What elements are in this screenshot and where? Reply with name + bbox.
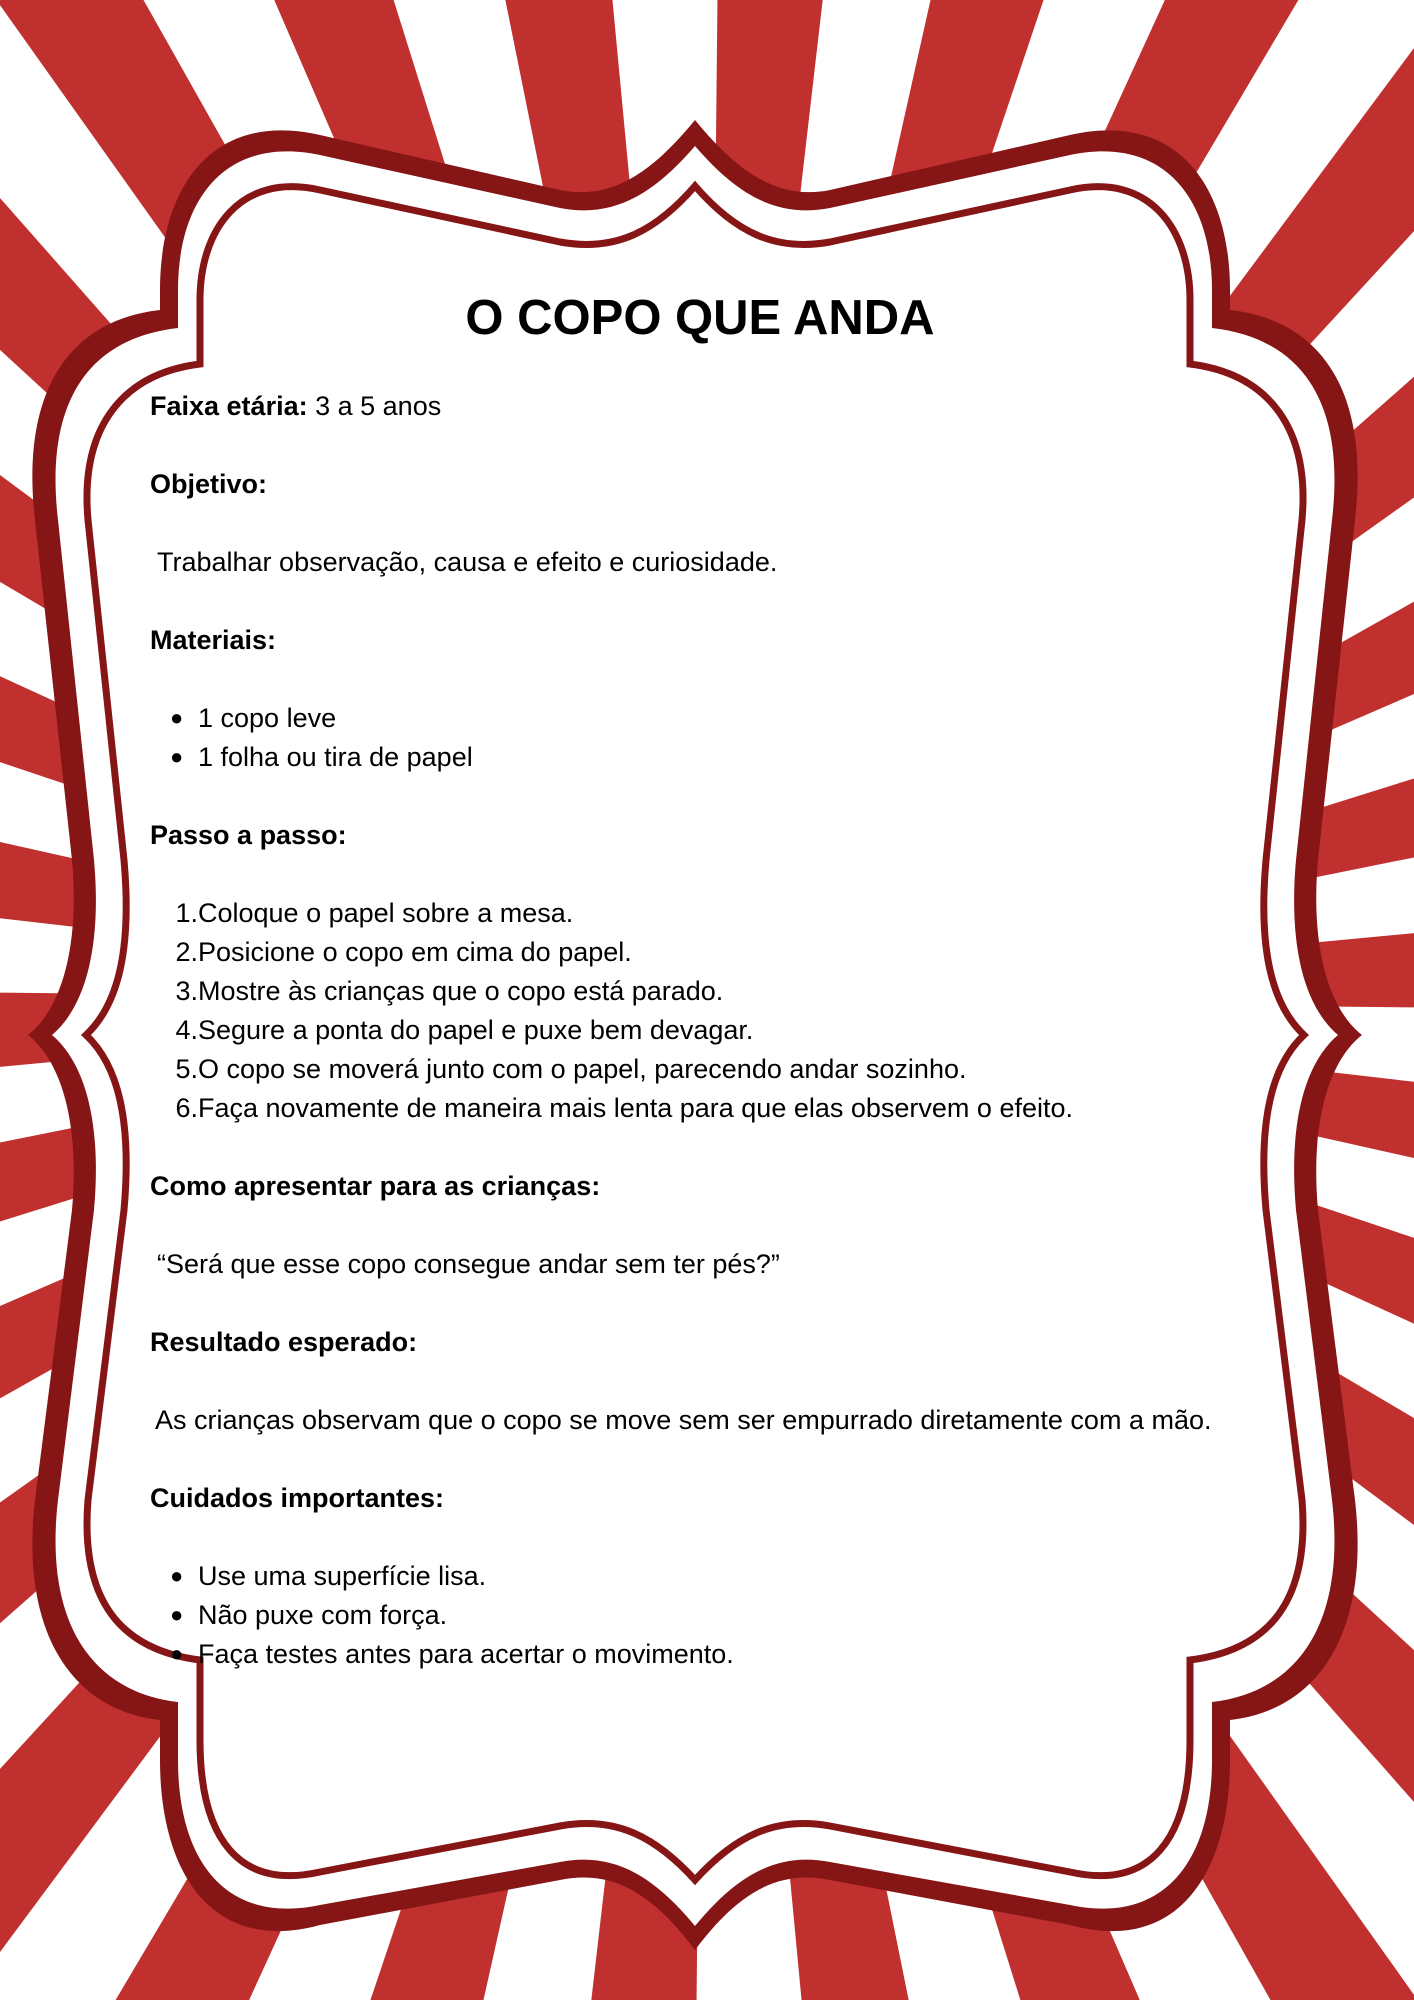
list-item-text: O copo se moverá junto com o papel, parecendo andar sozinho. — [198, 1054, 967, 1084]
result-heading: Resultado esperado: — [150, 1327, 418, 1357]
age-range — [150, 389, 441, 423]
age-label: Faixa etária: — [150, 391, 308, 421]
objective-text: Trabalhar observação, causa e efeito e curiosidade. — [157, 547, 778, 577]
list-item-text: Segure a ponta do papel e puxe bem devagar. — [198, 1015, 754, 1045]
list-item-text: 1 folha ou tira de papel — [198, 742, 473, 772]
list-item-text: Coloque o papel sobre a mesa. — [198, 898, 574, 928]
result-text: As crianças observam que o copo se move sem ser empurrado diretamente com a mão. — [155, 1405, 1212, 1435]
steps-heading: Passo a passo: — [150, 820, 347, 850]
care-heading: Cuidados importantes: — [150, 1483, 445, 1513]
objective-heading: Objetivo: — [150, 469, 268, 499]
materials-heading: Materiais: — [150, 625, 277, 655]
list-item-text: Posicione o copo em cima do papel. — [198, 937, 632, 967]
list-item-text: Faça novamente de maneira mais lenta para que elas observem o efeito. — [198, 1093, 1073, 1123]
age-value: 3 a 5 anos — [315, 391, 442, 421]
list-item-text: Mostre às crianças que o copo está parado. — [198, 976, 724, 1006]
presentation-heading: Como apresentar para as crianças: — [150, 1171, 601, 1201]
presentation-text: “Será que esse copo consegue andar sem ter pés?” — [157, 1249, 780, 1279]
page-title: O COPO QUE ANDA — [465, 291, 935, 345]
list-item-text: 1 copo leve — [198, 703, 337, 733]
list-item-text: Use uma superfície lisa. — [198, 1561, 487, 1591]
list-item-text: Não puxe com força. — [198, 1600, 448, 1630]
list-item-text: Faça testes antes para acertar o movimento. — [198, 1639, 734, 1669]
